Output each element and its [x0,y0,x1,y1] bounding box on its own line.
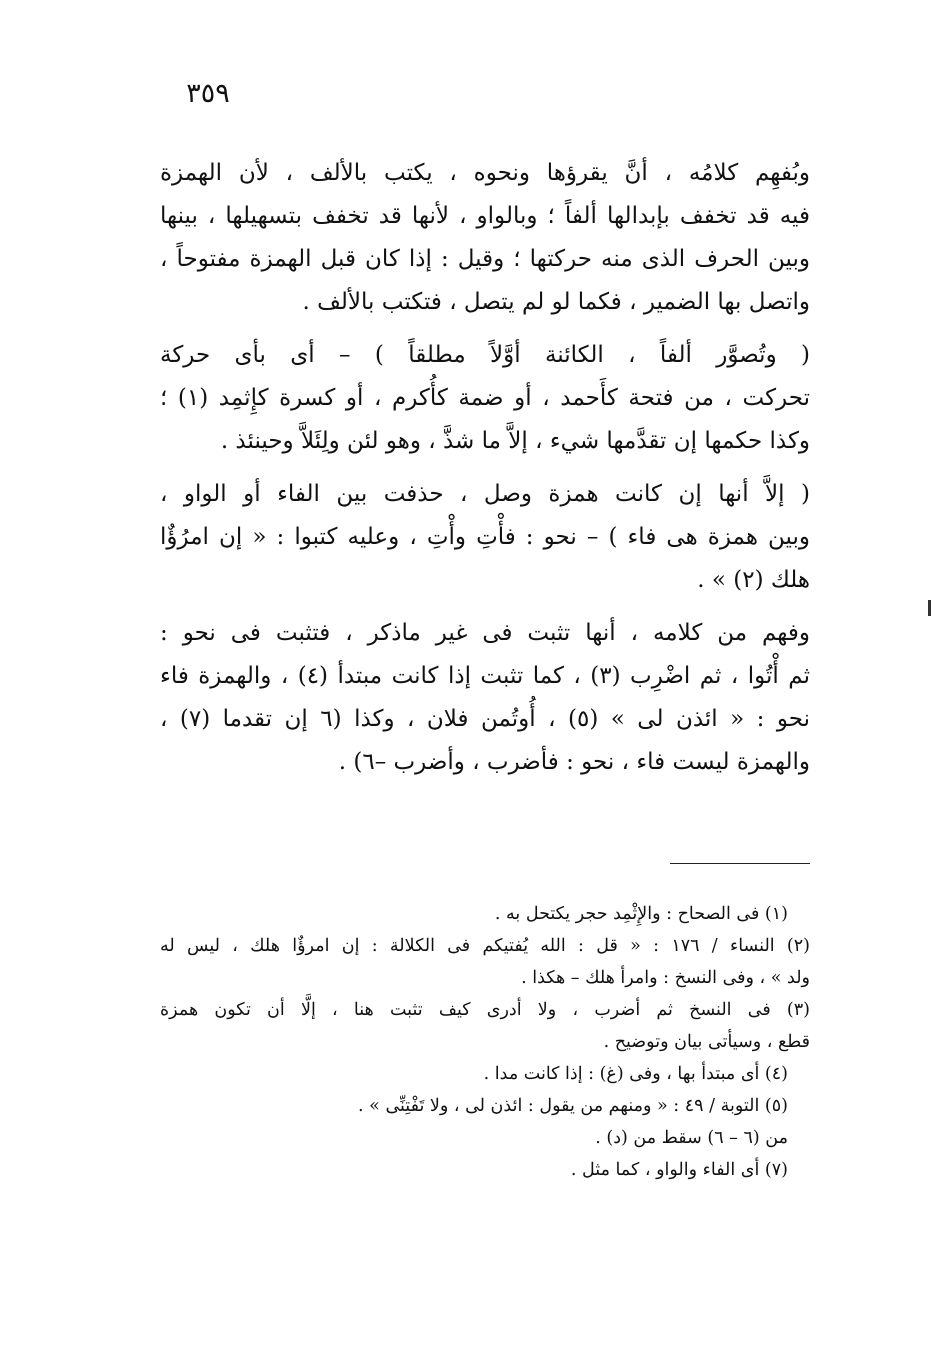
paragraph [160,473,810,602]
footnote-line: (١) فى الصحاح : والإِثْمِد حجر يكتحل به . [494,904,788,924]
text-line: تحركت ، من فتحة كأَحمد ، أو ضمة كأُكرم ، أو كسرة كإِثمِد (١) ؛ [160,385,810,411]
text-line: ( وتُصوَّر ألفاً ، الكائنة أوَّلاً مطلقاً ) – أى بأى حركة [160,342,810,368]
text-line: وبين الحرف الذى منه حركتها ؛ وقيل : إذا كان قبل الهمزة مفتوحاً ، [160,246,810,272]
text-line: ( إلاَّ أنها إن كانت همزة وصل ، حذفت بين الفاء أو الواو ، [160,481,810,507]
paragraph [160,612,810,784]
page-number: ٣٥٩ [186,78,230,109]
text-line: وبُفهِم كلامُه ، أنَّ يقرؤها ونحوه ، يكتب بالألف ، لأن الهمزة [160,160,810,186]
text-line: وبين همزة هى فاء ) – نحو : فأْتِ وأْتِ ، وعليه كتبوا : « إن امرُؤٌا [160,524,810,550]
margin-mark [928,600,931,616]
footnote-line: (٥) التوبة / ٤٩ : « ومنهم من يقول : ائذن لى ، ولا تَفْتِنِّى » . [358,1096,788,1116]
text-line: ثم أْتُوا ، ثم اضْرِب (٣) ، كما تثبت إذا كانت مبتدأ (٤) ، والهمزة فاء [160,663,810,689]
footnote-line: (٤) أى مبتدأ بها ، وفى (غ) : إذا كانت مدا . [483,1064,788,1084]
footnote-line: ولد » ، وفى النسخ : وامرأ هلك – هكذا . [521,968,810,988]
text-line: وفهم من كلامه ، أنها تثبت فى غير ماذكر ، فتثبت فى نحو : [160,620,810,646]
footnote-divider [670,863,810,864]
text-line: فيه قد تخفف بإبدالها ألفاً ؛ وبالواو ، لأنها قد تخفف بتسهيلها ، بينها [160,203,810,229]
footnote-line: (٣) فى النسخ ثم أضرب ، ولا أدرى كيف تثبت هنا ، إلَّا أن تكون همزة [160,1000,810,1020]
footnote-line: من (٦ – ٦) سقط من (د) . [595,1128,788,1148]
footnote-line: قطع ، وسيأتى بيان وتوضيح . [603,1032,810,1052]
paragraph [160,334,810,463]
text-line: هلك (٢) » . [697,567,810,593]
paragraph [160,152,810,324]
footnote-line: (٧) أى الفاء والواو ، كما مثل . [570,1160,788,1180]
footnote-line: (٢) النساء / ١٧٦ : « قل : الله يُفتيكم فى الكلالة : إن امرؤٌا هلك ، ليس له [160,936,810,956]
text-line: واتصل بها الضمير ، فكما لو لم يتصل ، فتكتب بالألف . [302,289,810,315]
text-line: والهمزة ليست فاء ، نحو : فأضرب ، وأضرب –٦) . [338,749,810,775]
main-text [160,152,810,794]
footnotes [160,898,810,1186]
text-line: وكذا حكمها إن تقدَّمها شيء ، إلاَّ ما شذَّ ، وهو لئن ولِئَلاَّ وحينئذ . [220,428,810,454]
text-line: نحو : « ائذن لى » (٥) ، أُوتُمن فلان ، وكذا (٦ إن تقدما (٧) ، [160,706,811,732]
